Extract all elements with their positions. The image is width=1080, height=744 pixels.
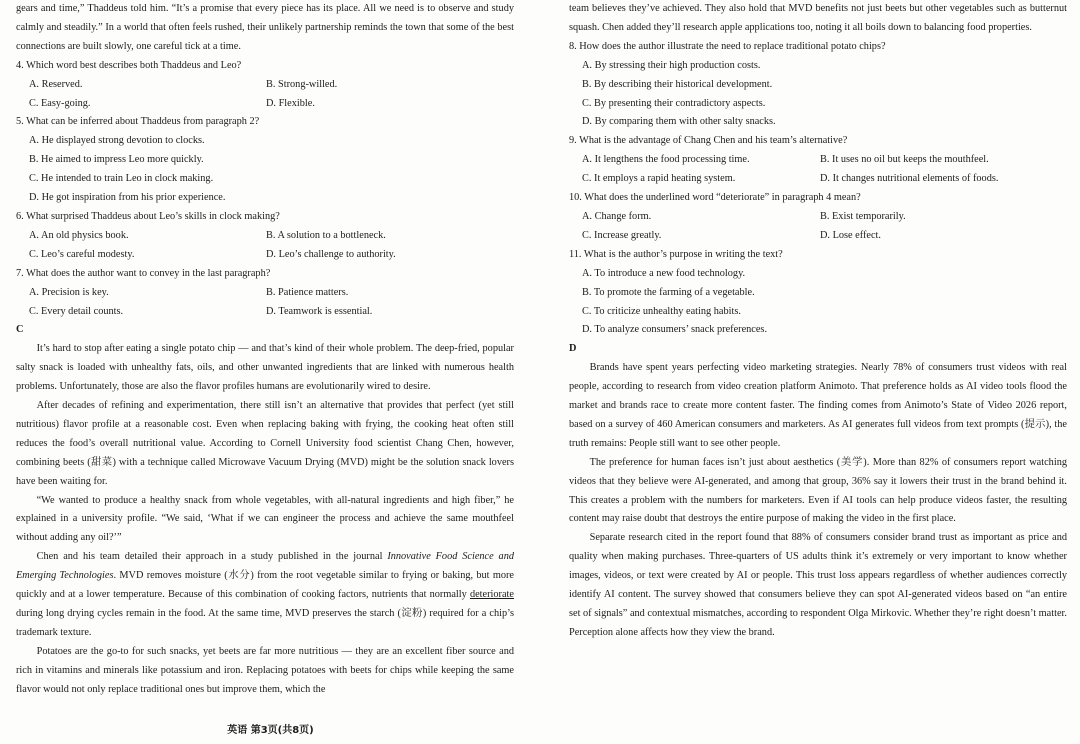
option-c[interactable]: C. He intended to train Leo in clock making.: [29, 173, 214, 185]
passage-d-paragraph-2: The preference for human faces isn’t just about aesthetics (美学). More than 82% of consumers report watching videos that they believe were AI-generated, and among that group, 36% say it lowers their trust in the brand behind it. This creates a problem with the numbers for marketers. Even if AI tools can help produce videos faster, the resulting content may raise doubt that destroys the entire purpose of making the video in the first place.: [569, 456, 1067, 525]
left-column: [16, 0, 514, 700]
option-c[interactable]: C. To criticize unhealthy eating habits.: [582, 305, 741, 317]
question-5: [16, 113, 514, 208]
option-c[interactable]: C. Leo’s careful modesty.: [29, 248, 135, 260]
option-a[interactable]: A. Reserved.: [29, 78, 83, 90]
question-10: [569, 189, 1067, 246]
passage-d-paragraph-3: Separate research cited in the report found that 88% of consumers consider brand trust as important as price and quality when making purchases. Three-quarters of US adults think it’s extremely or very important to know whether images, videos, or text were created by AI or people. This trust loss appears regardless of whether audiences correctly identify AI content. The survey showed that consumers believe they can spot AI-generated videos based on “an entire set of signals” and contextual mismatches, according to respondent Olga Mirkovic. Whether they’re right doesn’t matter. Perception alone affects how they view the brand.: [569, 532, 1067, 638]
passage-c-paragraph-1: It’s hard to stop after eating a single potato chip — and that’s kind of their whole problem. The deep-fried, popular salty snack is loaded with unhealthy fats, oils, and other unwanted ingredients that are linked with numerous health problems. Unfortunately, those are also the flavor profiles humans are evolutionarily wired to desire.: [16, 343, 514, 393]
question-stem: 4. Which word best describes both Thaddeus and Leo?: [16, 59, 242, 71]
option-d[interactable]: D. To analyze consumers’ snack preferences.: [582, 324, 768, 336]
right-column: [569, 0, 1067, 643]
text-run: Chen and his team detailed their approach in a study published in the journal: [36, 551, 388, 563]
options: [569, 57, 1067, 133]
page-footer: 英语 第3页(共8页): [227, 725, 314, 736]
option-b[interactable]: B. A solution to a bottleneck.: [266, 229, 386, 241]
passage-c-paragraph-5: Potatoes are the go-to for such snacks, yet beets are far more nutritious — they are an excellent fiber source and rich in vitamins and minerals like potassium and iron. Replacing potatoes with beets for chips while keeping the same flavor would not only replace traditional ones but improve them, which the: [16, 645, 514, 695]
option-d[interactable]: D. By comparing them with other salty snacks.: [582, 116, 776, 128]
option-a[interactable]: A. Change form.: [582, 210, 652, 222]
passage-c-paragraph-5-continued: team believes they’ve achieved. They also hold that MVD benefits not just beets but other vegetables such as butternut squash. Chen added they’ll research apple applications too, noting it all boils down to balancing food properties.: [569, 3, 1067, 33]
question-stem: 9. What is the advantage of Chang Chen and his team’s alternative?: [569, 135, 848, 147]
option-b[interactable]: B. To promote the farming of a vegetable.: [582, 286, 755, 298]
option-d[interactable]: D. It changes nutritional elements of foods.: [820, 173, 999, 185]
underlined-word: deteriorate: [469, 589, 514, 601]
passage-c-paragraph-4: [16, 548, 514, 643]
passage-d-paragraph-1: Brands have spent years perfecting video marketing strategies. Nearly 78% of consumers trust videos with real people, according to research from video creation platform Animoto. That preference holds as AI video tools flood the market and brands race to create more content faster. The finding comes from Animoto’s State of Video 2026 report, based on a survey of 460 American consumers and marketers. As AI generates full videos from text prompts (提示), the truth remains: People still want to see other people.: [569, 362, 1067, 449]
option-d[interactable]: D. Flexible.: [266, 97, 315, 109]
section-heading-c: C: [16, 324, 24, 336]
options: [569, 208, 1067, 246]
option-b[interactable]: B. Exist temporarily.: [820, 210, 906, 222]
question-stem: 10. What does the underlined word “deteriorate” in paragraph 4 mean?: [569, 192, 861, 204]
section-heading-d: D: [569, 343, 577, 355]
passage-c-paragraph-2: After decades of refining and experimentation, there still isn’t an alternative that provides that perfect (yet still nutritious) flavor profile at a reasonable cost. Even when replacing baking with frying, the cooking heat often still reduces the food’s overall nutritional value. According to Cornell University food scientist Chang Chen, however, combining beets (甜菜) with a technique called Microwave Vacuum Drying (MVD) might be the solution snack lovers have been waiting for.: [16, 400, 514, 487]
question-9: [569, 132, 1067, 189]
option-a[interactable]: A. He displayed strong devotion to clocks.: [29, 135, 205, 147]
question-stem: 11. What is the author’s purpose in writing the text?: [569, 248, 783, 260]
text-run: . MVD removes moisture (水分) from the root vegetable similar to frying or baking, but more quickly and at a lower temperature. Because of this combination of cooking factors, nutrients that normally: [16, 570, 515, 601]
question-stem: 8. How does the author illustrate the need to replace traditional potato chips?: [569, 40, 886, 52]
options: [16, 284, 514, 322]
text-run: during long drying cycles remain in the food. At the same time, MVD preserves the starch (淀粉) required for a chip’s trademark texture.: [16, 608, 514, 638]
question-7: [16, 265, 514, 322]
option-b[interactable]: B. He aimed to impress Leo more quickly.: [29, 154, 204, 166]
option-b[interactable]: B. It uses no oil but keeps the mouthfeel.: [820, 154, 989, 166]
option-d[interactable]: D. Leo’s challenge to authority.: [266, 248, 396, 260]
option-a[interactable]: A. To introduce a new food technology.: [582, 267, 746, 279]
option-a[interactable]: A. It lengthens the food processing time.: [582, 154, 750, 166]
option-c[interactable]: C. By presenting their contradictory aspects.: [582, 97, 766, 109]
journal-title: Innovative Food Science and Emerging Technologies: [16, 551, 514, 582]
question-11: [569, 246, 1067, 341]
question-8: [569, 38, 1067, 133]
question-4: [16, 57, 514, 114]
question-stem: 6. What surprised Thaddeus about Leo’s skills in clock making?: [16, 210, 280, 222]
option-d[interactable]: D. Teamwork is essential.: [266, 305, 373, 317]
question-stem: 7. What does the author want to convey in the last paragraph?: [16, 267, 271, 279]
option-b[interactable]: B. By describing their historical development.: [582, 78, 773, 90]
option-b[interactable]: B. Patience matters.: [266, 286, 349, 298]
option-c[interactable]: C. It employs a rapid heating system.: [582, 173, 736, 185]
options: [16, 132, 514, 208]
options: [569, 265, 1067, 341]
option-a[interactable]: A. Precision is key.: [29, 286, 109, 298]
option-c[interactable]: C. Every detail counts.: [29, 305, 124, 317]
option-c[interactable]: C. Easy-going.: [29, 97, 91, 109]
scan-fade-overlay: [680, 690, 1080, 744]
options: [16, 227, 514, 265]
option-a[interactable]: A. An old physics book.: [29, 229, 129, 241]
option-d[interactable]: D. Lose effect.: [820, 229, 881, 241]
question-6: [16, 208, 514, 265]
passage-c-paragraph-3: “We wanted to produce a healthy snack from whole vegetables, with all-natural ingredients and high fiber,” he explained in a university profile. “We said, ‘What if we can engineer the process and achieve the same mouthfeel without adding any oil?’”: [16, 494, 514, 544]
option-b[interactable]: B. Strong-willed.: [266, 78, 338, 90]
options: [569, 151, 1067, 189]
options: [16, 76, 514, 114]
story-ending-paragraph: gears and time,” Thaddeus told him. “It’s a promise that every piece has its place. All we need is to observe and study calmly and steadily.” In a world that often feels rushed, their unlikely partnership reminds the town that some of the best connections are built slowly, one careful tick at a time.: [16, 3, 514, 52]
option-d[interactable]: D. He got inspiration from his prior experience.: [29, 192, 226, 204]
option-a[interactable]: A. By stressing their high production costs.: [582, 59, 761, 71]
question-stem: 5. What can be inferred about Thaddeus from paragraph 2?: [16, 116, 260, 128]
option-c[interactable]: C. Increase greatly.: [582, 229, 662, 241]
